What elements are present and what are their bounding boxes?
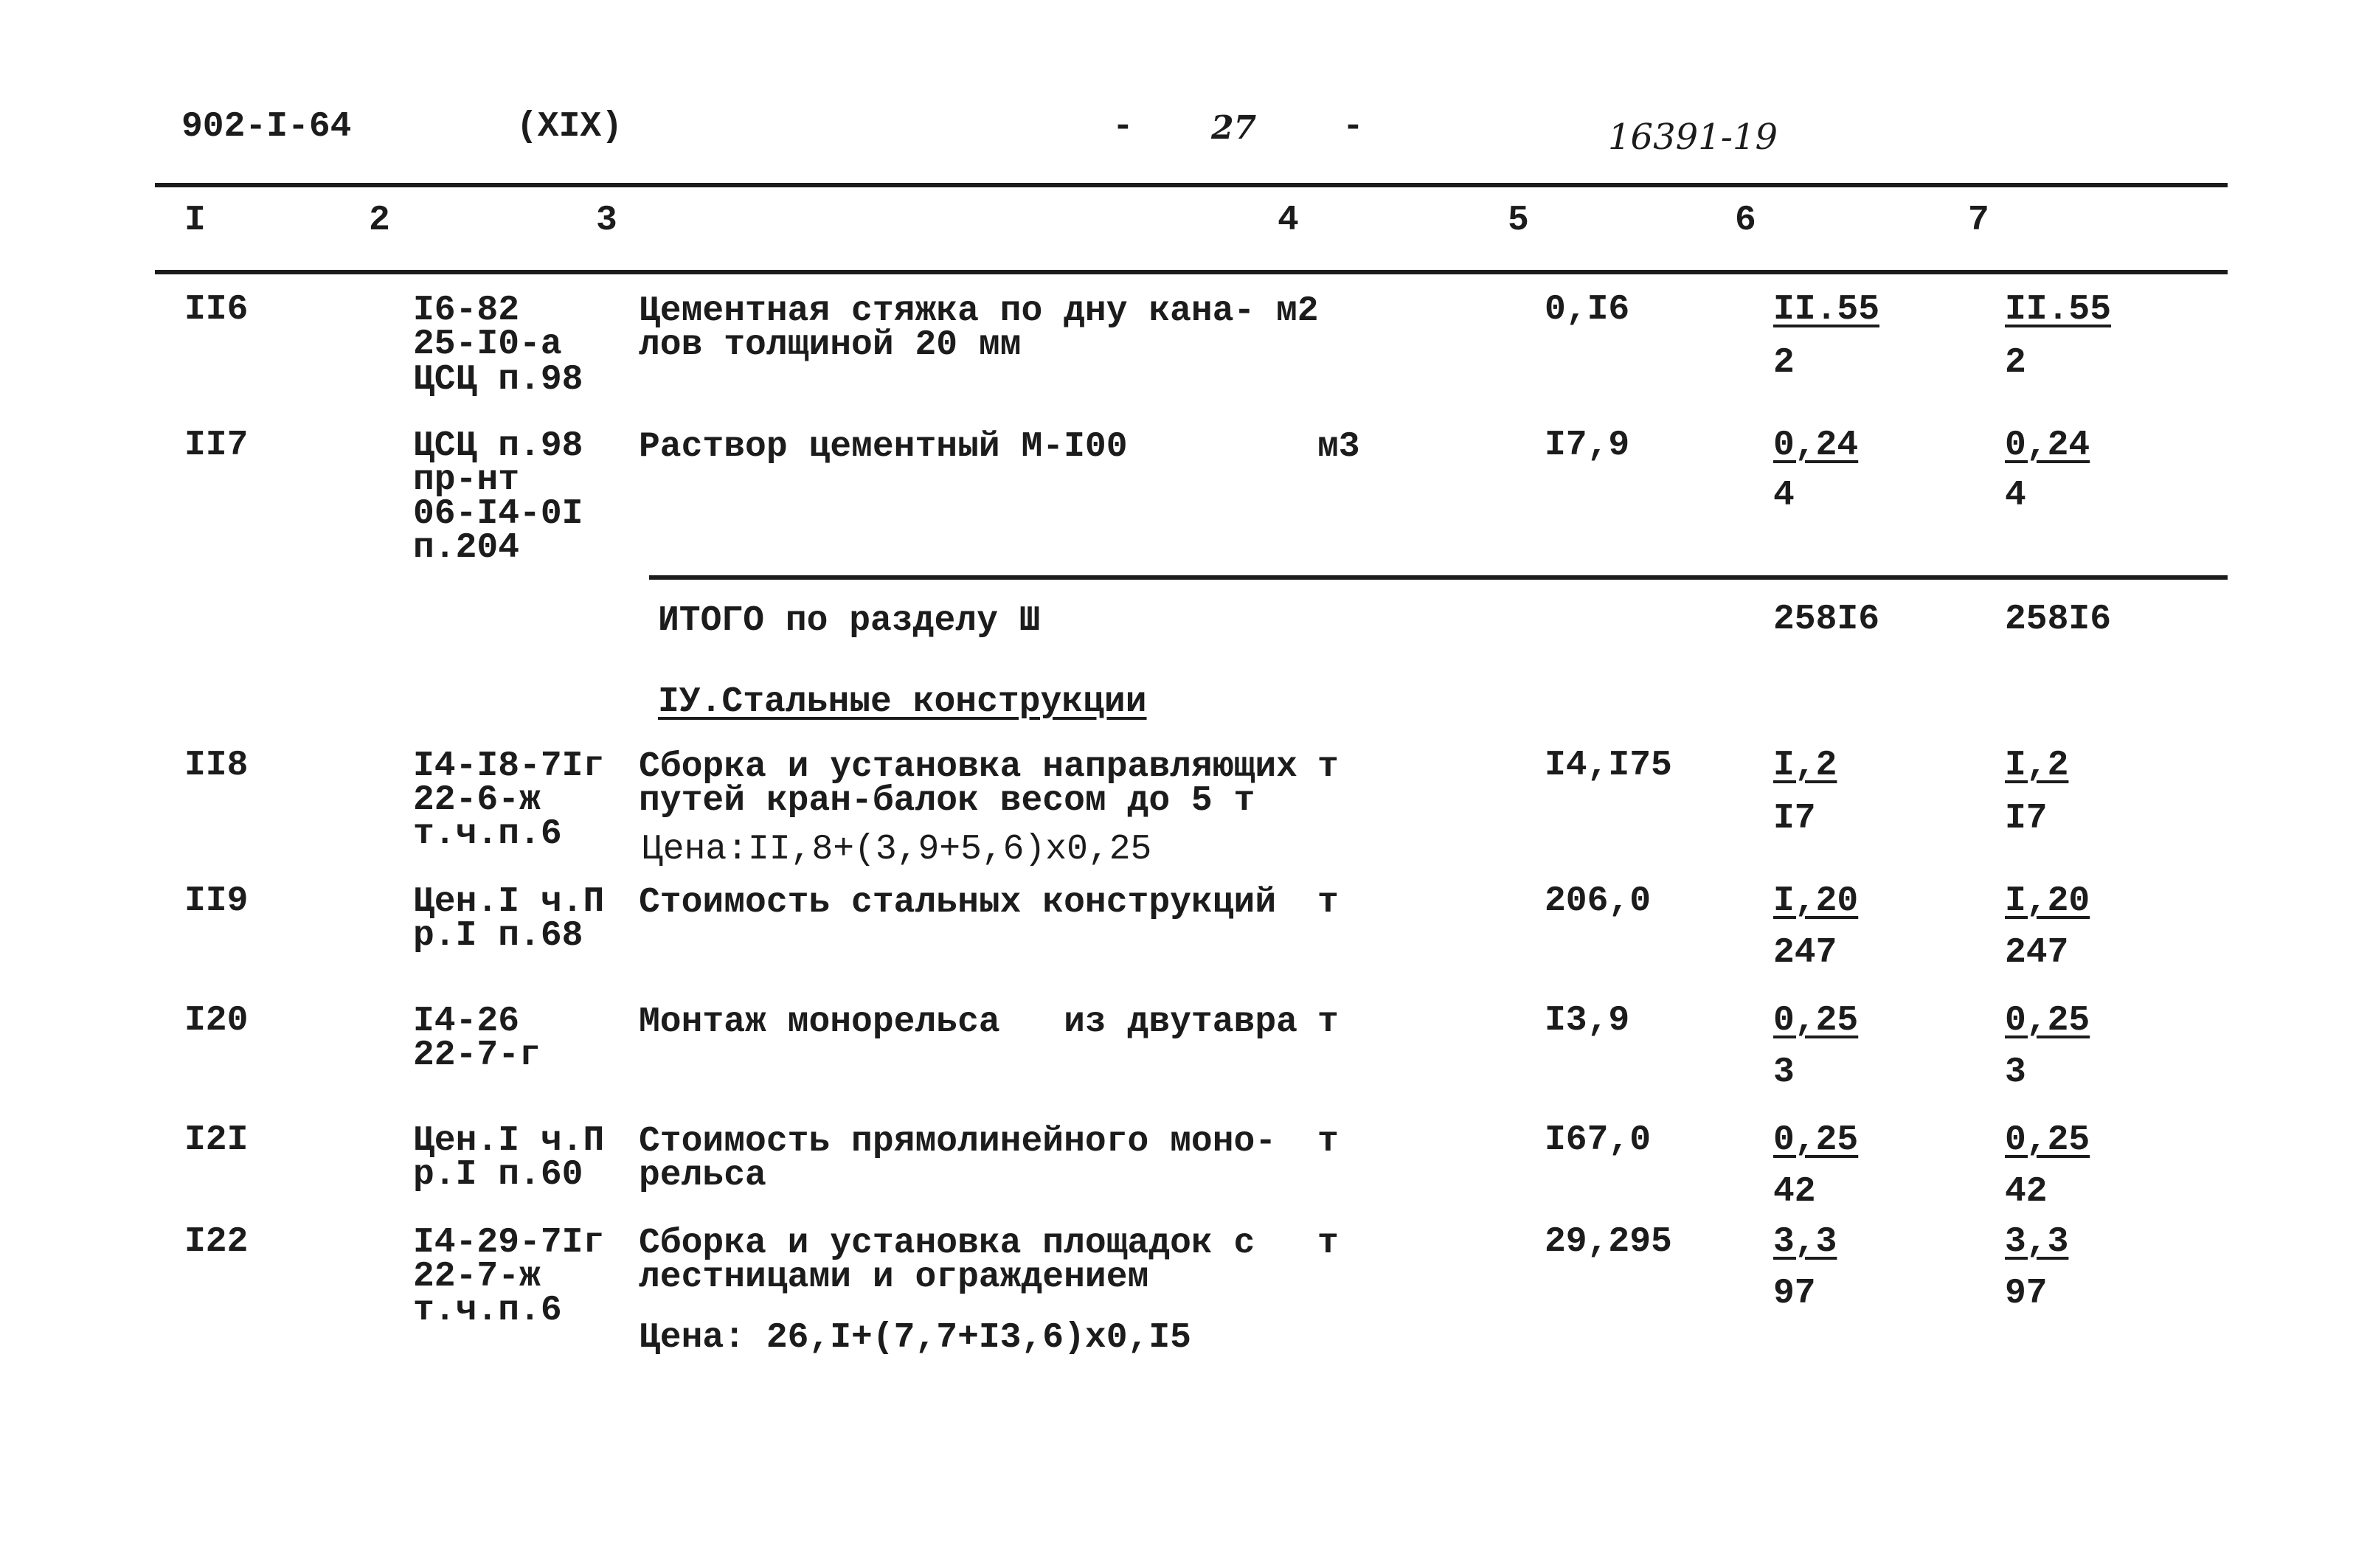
- row-code: Цен.I ч.П: [413, 1121, 605, 1161]
- row-code: 22-6-ж: [413, 780, 541, 820]
- row-quantity: I4,I75: [1545, 746, 1672, 785]
- row-description: Раствор цементный М-I00: [639, 427, 1128, 467]
- col7-cost: 3: [2005, 1052, 2026, 1092]
- doc-code: 902-I-64: [181, 107, 352, 147]
- row-code: I4-26: [413, 1002, 520, 1041]
- row-description: Стоимость стальных конструкций: [639, 883, 1277, 923]
- col6-cost: I7: [1773, 799, 1816, 839]
- row-description: лестницами и ограждением: [639, 1257, 1149, 1297]
- row-code: Цен.I ч.П: [413, 882, 605, 922]
- col6-rate: 3,3: [1773, 1222, 1837, 1262]
- archive-number: 16391-19: [1608, 117, 1778, 158]
- col-2-header: 2: [369, 201, 390, 240]
- row-code: ЦСЦ п.98: [413, 426, 583, 466]
- col-5-header: 5: [1508, 201, 1529, 240]
- col6-rate: II.55: [1773, 290, 1880, 330]
- row-description: рельса: [639, 1156, 766, 1196]
- top-rule: [155, 183, 2228, 187]
- row-number: II6: [184, 290, 249, 330]
- total-label: ИТОГО по разделу Ш: [658, 601, 1041, 641]
- col7-cost: 97: [2005, 1274, 2048, 1314]
- header-rule: [155, 270, 2228, 274]
- row-description: Монтаж монорельса из двутавра: [639, 1002, 1297, 1042]
- row-quantity: 206,0: [1545, 881, 1652, 921]
- row-code: I4-I8-7Iг: [413, 746, 605, 786]
- row-unit: т: [1317, 1224, 1339, 1263]
- section-title: IУ.Стальные конструкции: [658, 682, 1147, 722]
- row-quantity: I3,9: [1545, 1001, 1630, 1041]
- row-quantity: 29,295: [1545, 1222, 1672, 1262]
- row-unit: т: [1317, 1122, 1339, 1162]
- col7-cost: 247: [2005, 933, 2069, 973]
- col-1-header: I: [184, 201, 206, 240]
- row-number: I22: [184, 1222, 249, 1262]
- col7-rate: II.55: [2005, 290, 2112, 330]
- row-number: II9: [184, 881, 249, 921]
- col6-cost: 97: [1773, 1274, 1816, 1314]
- row-code: 25-I0-а: [413, 325, 562, 364]
- col-3-header: 3: [596, 201, 617, 240]
- row-code: т.ч.п.6: [413, 814, 562, 854]
- col6-cost: 247: [1773, 933, 1837, 973]
- row-code: р.I п.68: [413, 916, 583, 956]
- row-code: I4-29-7Iг: [413, 1223, 605, 1263]
- row-description: путей кран-балок весом до 5 т: [639, 781, 1255, 821]
- col6-rate: I,2: [1773, 746, 1837, 785]
- row-quantity: I67,0: [1545, 1120, 1652, 1160]
- total-rule: [649, 575, 2228, 580]
- row-code: пр-нт: [413, 460, 520, 500]
- row-unit: т: [1317, 747, 1339, 787]
- row-price-note: Цена:II,8+(3,9+5,6)х0,25: [642, 830, 1152, 870]
- row-quantity: 0,I6: [1545, 290, 1630, 330]
- row-unit: м3: [1317, 427, 1360, 467]
- row-number: I2I: [184, 1120, 249, 1160]
- row-code: I6-82: [413, 291, 520, 330]
- col-7-header: 7: [1968, 201, 1989, 240]
- col6-cost: 3: [1773, 1052, 1795, 1092]
- col7-rate: I,2: [2005, 746, 2069, 785]
- row-number: II8: [184, 746, 249, 785]
- row-unit: т: [1317, 1002, 1339, 1042]
- col-4-header: 4: [1278, 201, 1299, 240]
- col7-cost: 42: [2005, 1172, 2048, 1212]
- page-dash-left: -: [1112, 107, 1134, 147]
- row-number: I20: [184, 1001, 249, 1041]
- col7-rate: I,20: [2005, 881, 2090, 921]
- col6-rate: 0,25: [1773, 1001, 1859, 1041]
- col7-rate: 0,24: [2005, 426, 2090, 465]
- row-price-note: Цена: 26,I+(7,7+I3,6)х0,I5: [639, 1318, 1191, 1358]
- col6-rate: 0,25: [1773, 1120, 1859, 1160]
- row-code: п.204: [413, 528, 520, 568]
- col7-rate: 0,25: [2005, 1001, 2090, 1041]
- row-description: лов толщиной 20 мм: [639, 325, 1022, 365]
- row-code: т.ч.п.6: [413, 1291, 562, 1331]
- row-description: Сборка и установка площадок с: [639, 1224, 1255, 1263]
- row-code: ЦСЦ п.98: [413, 360, 583, 400]
- total-col7: 258I6: [2005, 600, 2112, 639]
- total-col6: 258I6: [1773, 600, 1880, 639]
- row-unit: т: [1317, 883, 1339, 923]
- col6-rate: 0,24: [1773, 426, 1859, 465]
- col6-cost: 2: [1773, 343, 1795, 383]
- col7-cost: 2: [2005, 343, 2026, 383]
- col6-rate: I,20: [1773, 881, 1859, 921]
- row-description: Цементная стяжка по дну кана-: [639, 291, 1255, 331]
- row-code: 22-7-г: [413, 1035, 541, 1075]
- part-number: (XIX): [516, 107, 623, 147]
- row-unit: м2: [1276, 291, 1319, 331]
- row-number: II7: [184, 426, 249, 465]
- page-number: 27: [1211, 109, 1257, 147]
- col7-cost: 4: [2005, 476, 2026, 516]
- col6-cost: 42: [1773, 1172, 1816, 1212]
- col6-cost: 4: [1773, 476, 1795, 516]
- row-quantity: I7,9: [1545, 426, 1630, 465]
- col7-rate: 3,3: [2005, 1222, 2069, 1262]
- row-code: 06-I4-0I: [413, 494, 583, 534]
- row-code: р.I п.60: [413, 1155, 583, 1195]
- row-description: Стоимость прямолинейного моно-: [639, 1122, 1277, 1162]
- row-code: 22-7-ж: [413, 1257, 541, 1297]
- col7-cost: I7: [2005, 799, 2048, 839]
- row-description: Сборка и установка направляющих: [639, 747, 1297, 787]
- col-6-header: 6: [1735, 201, 1756, 240]
- page-dash-right: -: [1342, 107, 1364, 147]
- col7-rate: 0,25: [2005, 1120, 2090, 1160]
